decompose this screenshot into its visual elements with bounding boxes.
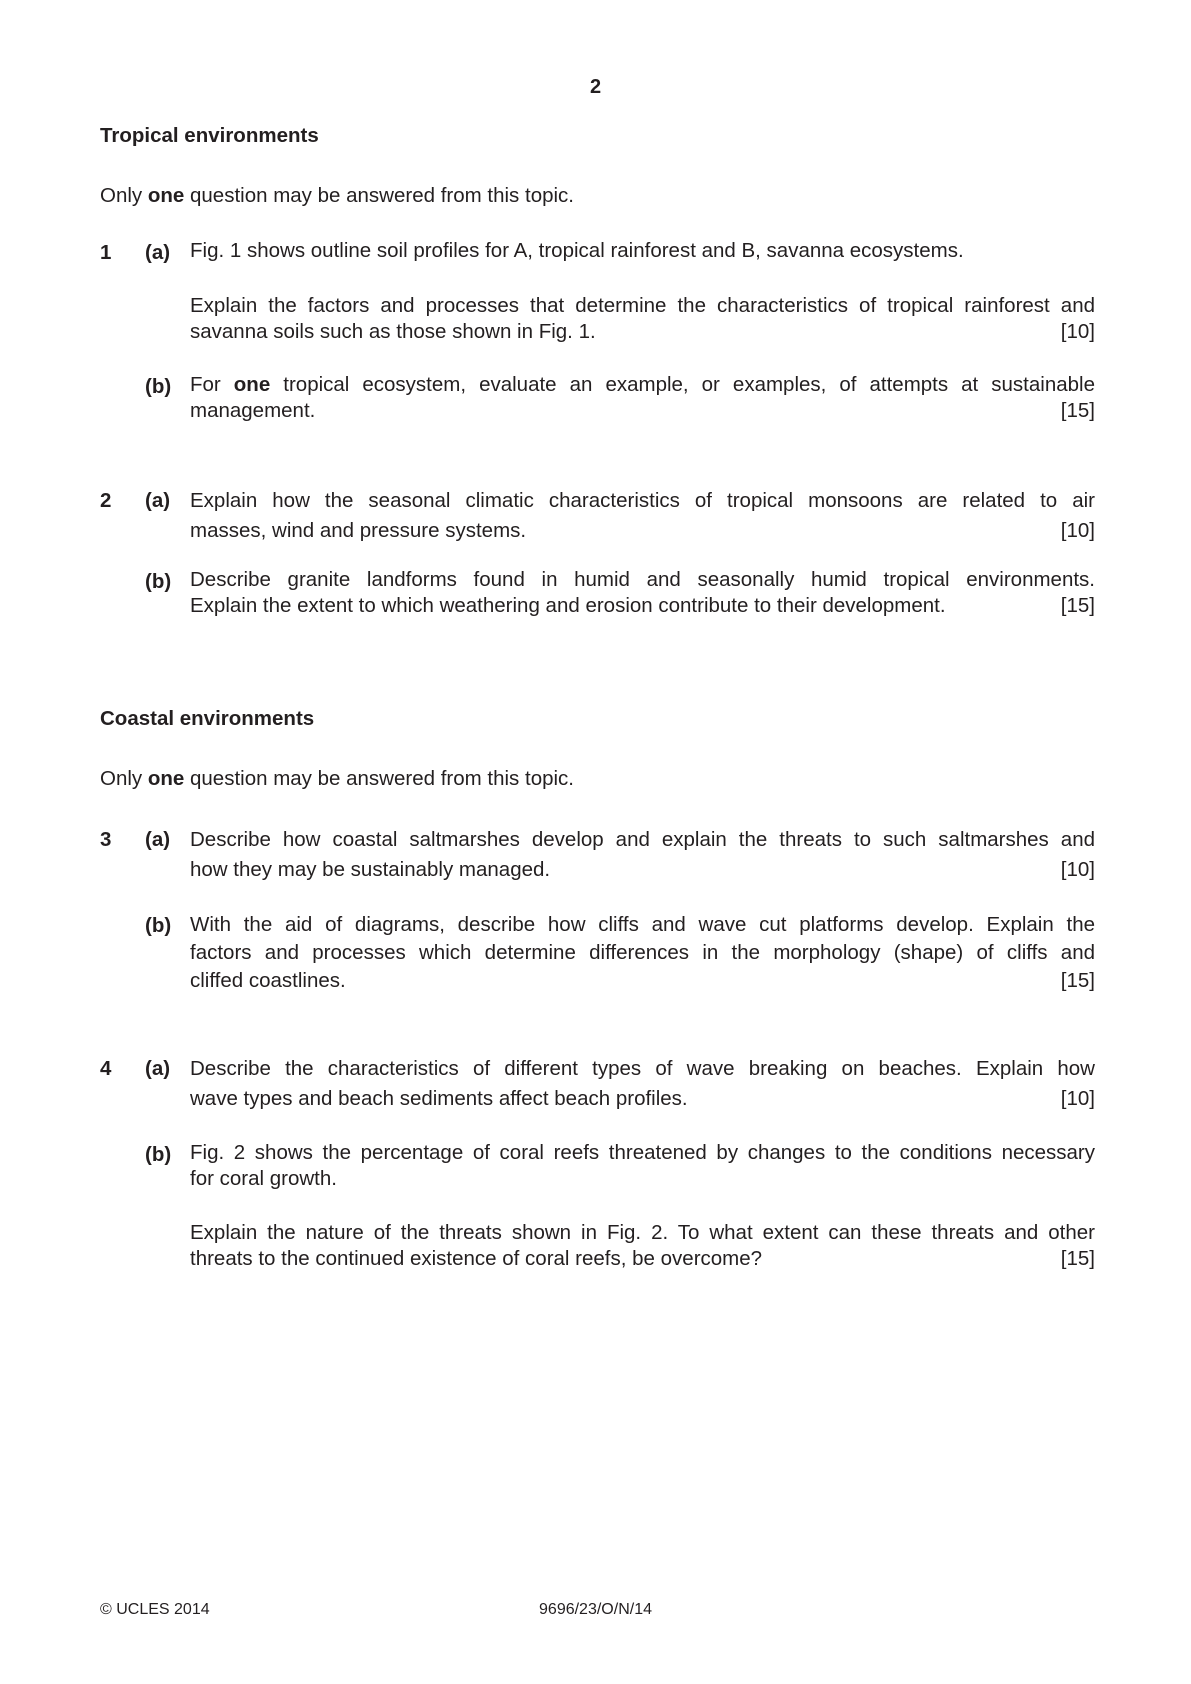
q3-part-a-label: (a) [145,828,171,851]
q1-part-a-label: (a) [145,241,171,264]
q3-part-a-line2-text: how they may be sustainably managed. [190,858,551,881]
q3-part-a-line1: Describe how coastal saltmarshes develop and explain the threats to such saltmarshes and [190,828,1095,851]
q1-part-a-question [190,293,1095,345]
q3-part-b-line1: With the aid of diagrams, describe how cliffs and wave cut platforms develop. Explain the [190,913,1095,936]
question-number-2: 2 [100,489,112,512]
section-title-coastal: Coastal environments [100,707,315,730]
q4-part-a-question [190,1054,1095,1114]
question-number-1: 1 [100,241,112,264]
footer-copyright: © UCLES 2014 [100,1601,210,1618]
q1-part-a-line2-text: savanna soils such as those shown in Fig. 1. [190,320,596,343]
footer-paper-code: 9696/23/O/N/14 [539,1601,652,1618]
q1-part-b-line2-text: management. [190,399,316,422]
q2-part-b-mark: [15] [1060,594,1095,617]
q2-part-a-line2 [190,516,1095,546]
q3-part-a-question [190,825,1095,885]
q3-part-b-mark: [15] [1060,969,1095,992]
q3-part-b-line3 [190,967,1095,995]
q4-part-a-line1: Describe the characteristics of different types of wave breaking on beaches. Explain how [190,1057,1095,1080]
q3-part-a-mark: [10] [1060,858,1095,881]
q4-part-b-line2-text: threats to the continued existence of coral reefs, be overcome? [190,1247,763,1270]
q2-part-a-mark: [10] [1060,519,1095,542]
q1-part-a-intro: Fig. 1 shows outline soil profiles for A, tropical rainforest and B, savanna ecosystems. [190,239,964,262]
q4-part-a-mark: [10] [1060,1087,1095,1110]
instruction-prefix: Only [100,767,148,790]
page-number: 2 [589,76,602,98]
q2-part-a-line1: Explain how the seasonal climatic characteristics of tropical monsoons are related to air [190,489,1095,512]
q1-part-b-bold: one [233,373,271,396]
q4-part-a-line2 [190,1084,1095,1114]
q1-part-b-line1 [190,372,1095,398]
question-number-3: 3 [100,828,112,851]
q1-part-b-question [190,372,1095,424]
q4-part-b-line2 [190,1246,1095,1272]
q4-part-a-line2-text: wave types and beach sediments affect beach profiles. [190,1087,688,1110]
q4-part-b-intro [190,1140,1095,1192]
q1-part-b-line2 [190,398,1095,424]
q1-part-a-mark: [10] [1060,320,1095,343]
q2-part-b-line2-text: Explain the extent to which weathering and erosion contribute to their development. [190,594,946,617]
instruction-suffix: question may be answered from this topic. [184,767,575,790]
q2-part-a-label: (a) [145,489,171,512]
q1-part-b-label: (b) [145,375,172,398]
q1-part-b-mark: [15] [1060,399,1095,422]
instruction-bold: one [147,767,185,790]
q2-part-a-question [190,486,1095,546]
q4-part-b-intro-line1: Fig. 2 shows the percentage of coral reefs threatened by changes to the conditions necessary [190,1141,1095,1164]
q2-part-b-label: (b) [145,570,172,593]
q4-part-b-intro-line2 [190,1166,1095,1192]
q1-part-a-line1: Explain the factors and processes that determine the characteristics of tropical rainforest and [190,294,1095,317]
question-number-4: 4 [100,1057,112,1080]
instruction-suffix: question may be answered from this topic. [184,184,575,207]
q4-part-a-label: (a) [145,1057,171,1080]
q4-part-b-label: (b) [145,1143,172,1166]
instruction-bold: one [147,184,185,207]
q2-part-b-line1: Describe granite landforms found in humid and seasonally humid tropical environments. [190,568,1095,591]
q3-part-b-question [190,911,1095,995]
q3-part-b-line2: factors and processes which determine differences in the morphology (shape) of cliffs and [190,941,1095,964]
q1-part-a-line2 [190,319,1095,345]
instruction-prefix: Only [100,184,148,207]
q2-part-b-line2 [190,593,1095,619]
q4-part-b-mark: [15] [1060,1247,1095,1270]
q3-part-b-label: (b) [145,914,172,937]
q1-part-b-prefix: For [190,373,234,396]
q4-part-b-line1: Explain the nature of the threats shown in Fig. 2. To what extent can these threats and other [190,1221,1095,1244]
section-instruction-tropical [100,184,574,208]
q2-part-a-line2-text: masses, wind and pressure systems. [190,519,527,542]
q4-part-b-question [190,1220,1095,1272]
q3-part-a-line2 [190,855,1095,885]
q1-part-b-line1-rest: tropical ecosystem, evaluate an example, or examples, of attempts at sustainable [270,373,1095,396]
q4-part-b-intro-line2-text: for coral growth. [190,1167,337,1190]
section-instruction-coastal [100,767,574,791]
q2-part-b-question [190,567,1095,619]
q3-part-b-line3-text: cliffed coastlines. [190,969,346,992]
section-title-tropical: Tropical environments [100,124,319,147]
